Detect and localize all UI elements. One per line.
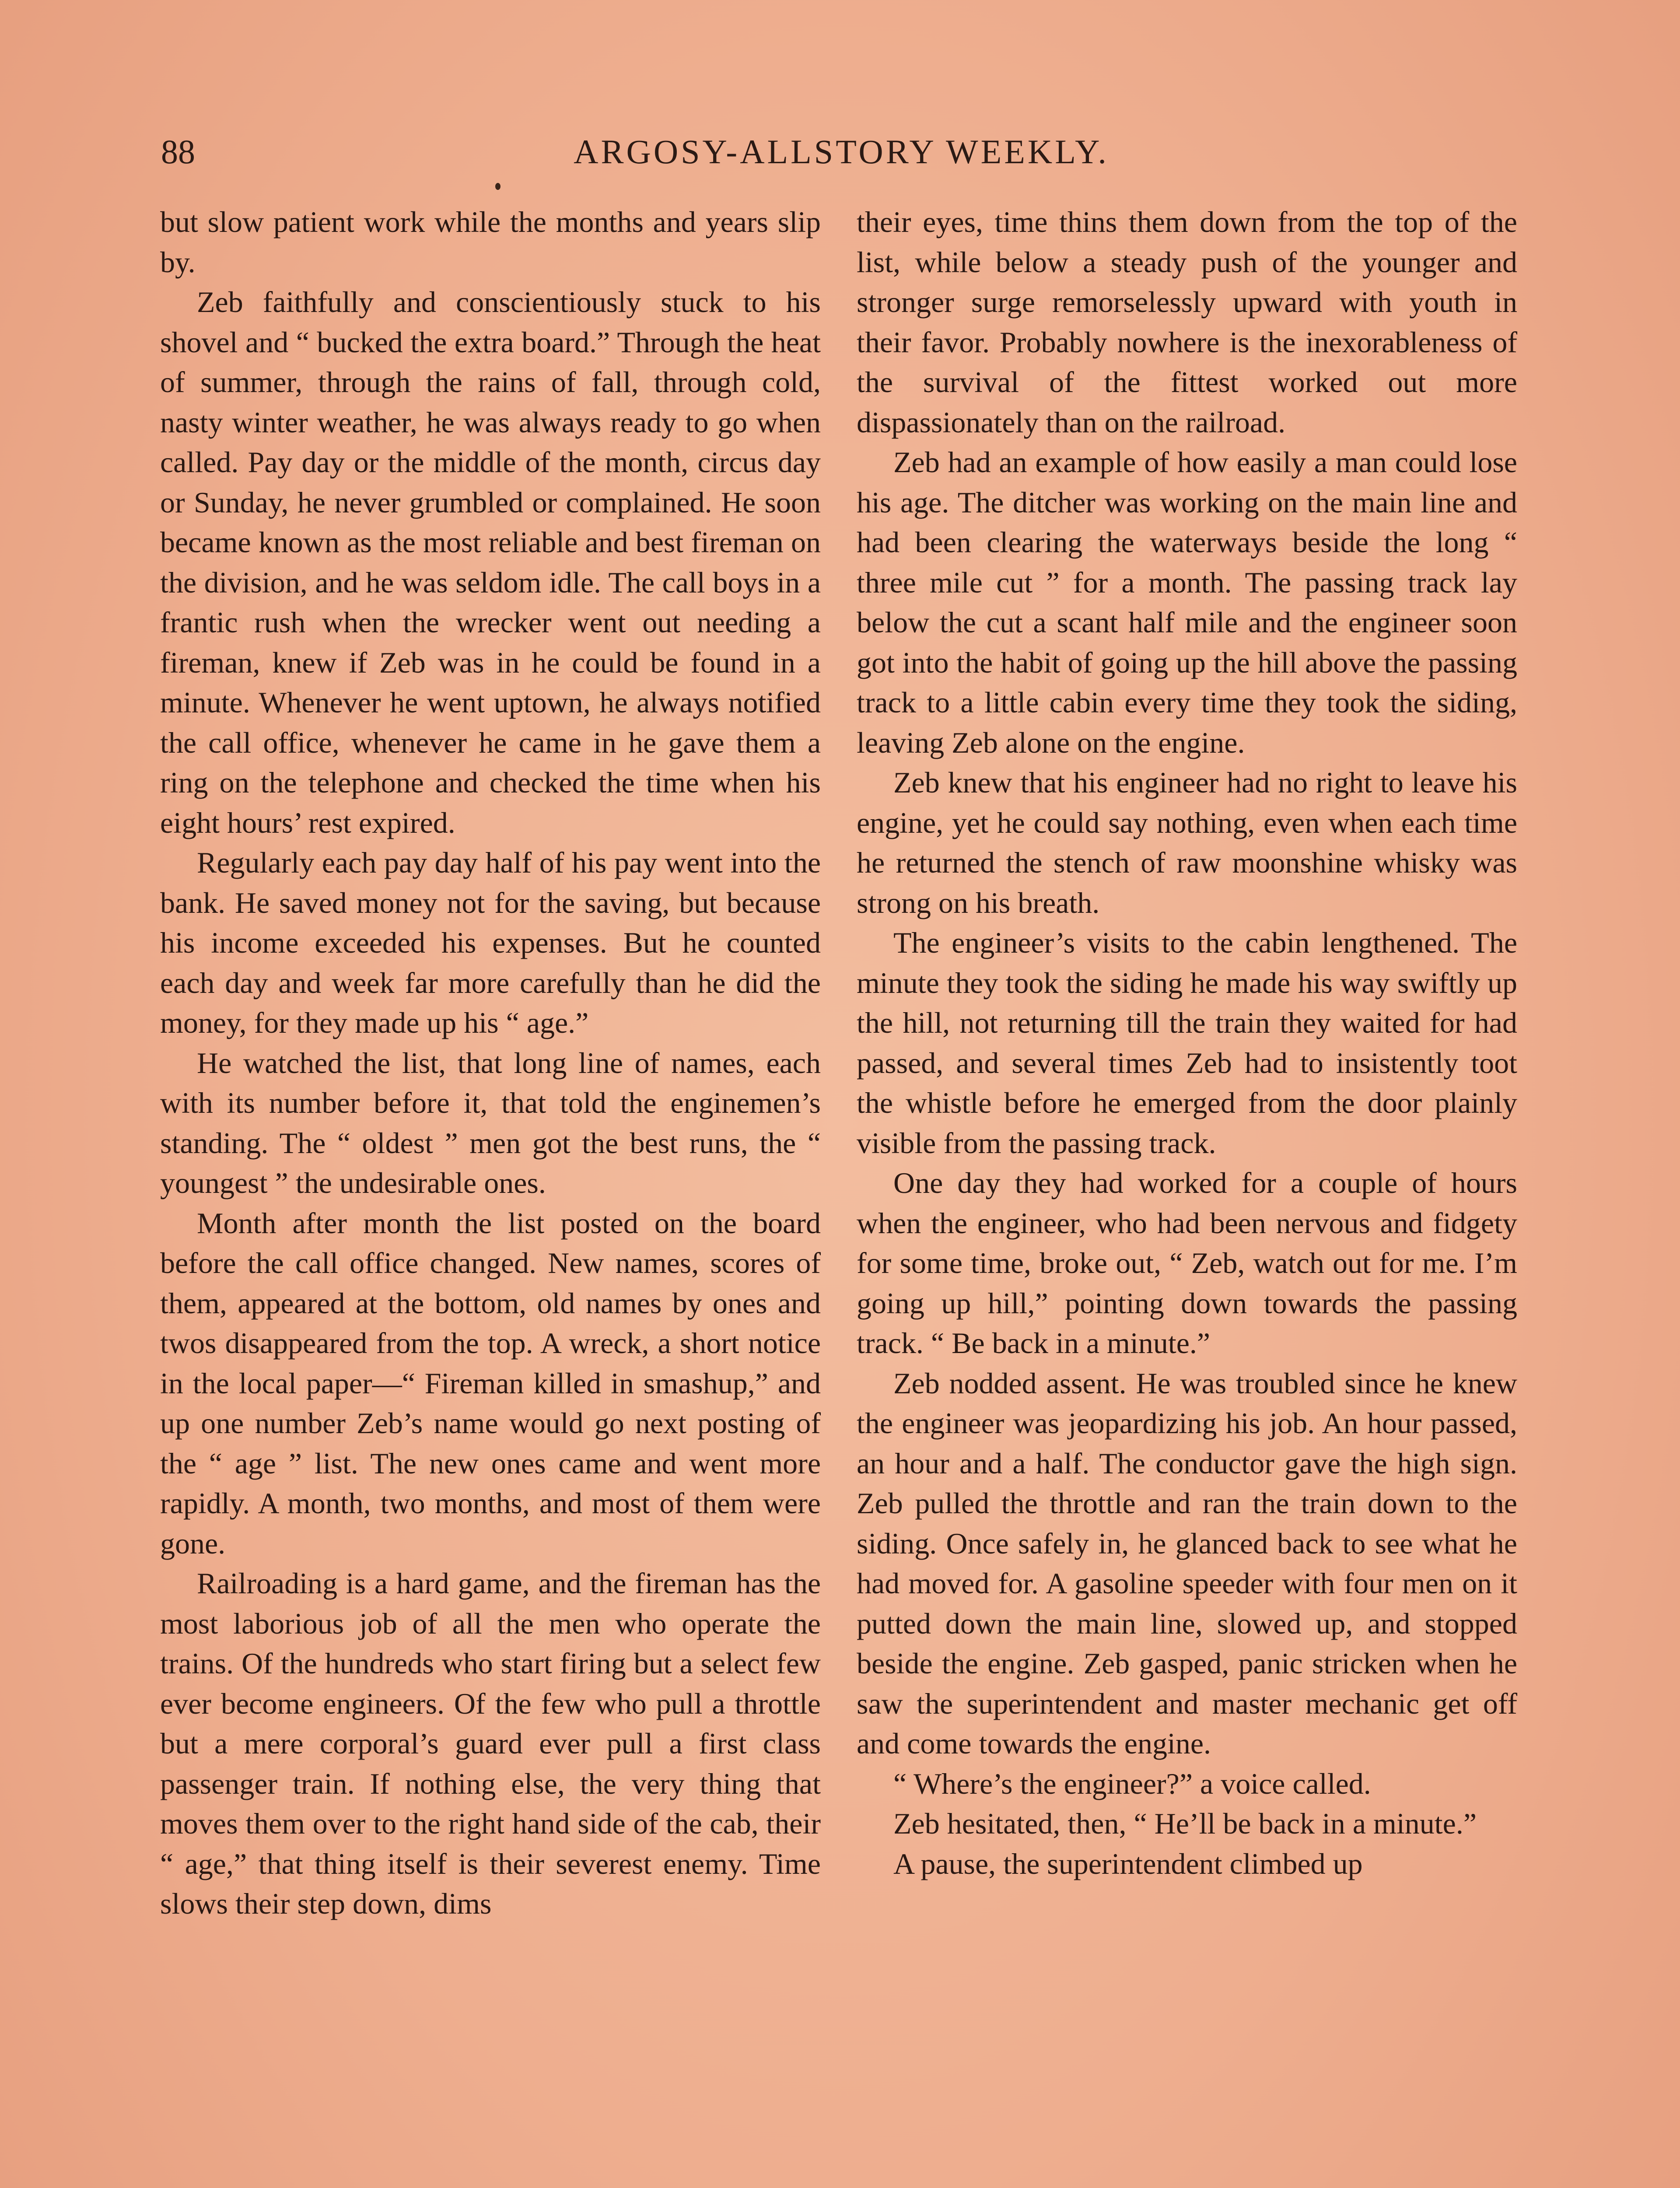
paragraph: Zeb knew that his engineer had no right to leave his engine, yet he could say nothing, even when each time he returned the stench of raw moonshine whisky was strong on his breath. [857,766,1517,919]
text-column-left [160,202,821,1924]
running-title: ARGOSY-ALLSTORY WEEKLY. [574,133,1109,171]
paragraph: Zeb had an example of how easily a man could lose his age. The ditcher was working on the main line and had been clearing the waterways beside the long “ three mile cut ” for a month. The passing track lay below the cut a scant half mile and the engineer soon got into the habit of going up the hill above the passing track to a little cabin every time they took the siding, leaving Zeb alone on the engine. [857,445,1517,759]
paragraph: The engineer’s visits to the cabin lengthened. The minute they took the siding he made his way swiftly up the hill, not returning till the train they waited for had passed, and several times Zeb had to insistently toot the whistle before he emerged from the door plainly visible from the passing track. [857,926,1517,1160]
paragraph: Regularly each pay day half of his pay went into the bank. He saved money not for the saving, but because his income exceeded his expenses. But he counted each day and week far more carefully than he did the money, for they made up his “ age.” [160,846,821,1039]
paragraph: Month after month the list posted on the board before the call office changed. New names, scores of them, appeared at the bottom, old names by ones and twos disappeared from the top. A wreck, a short notice in the local paper—“ Fireman killed in smashup,” and up one number Zeb’s name would go next posting of the “ age ” list. The new ones came and went more rapidly. A month, two months, and most of them were gone. [160,1206,821,1560]
paragraph: One day they had worked for a couple of hours when the engineer, who had been nervous and fidgety for some time, broke out, “ Zeb, watch out for me. I’m going up hill,” pointing down towards the passing track. “ Be back in a minute.” [857,1166,1517,1360]
paragraph: He watched the list, that long line of names, each with its number before it, that told the enginemen’s standing. The “ oldest ” men got the best runs, the “ youngest ” the undesirable ones. [160,1046,821,1199]
text-column-right [857,202,1517,1884]
paragraph: Zeb hesitated, then, “ He’ll be back in a minute.” [893,1807,1477,1840]
paragraph: “ Where’s the engineer?” a voice called. [893,1767,1371,1800]
ink-speck [495,183,500,190]
paragraph: but slow patient work while the months and years slip by. [160,205,821,279]
paragraph: A pause, the superintendent climbed up [893,1847,1363,1880]
page-number: 88 [161,133,195,171]
page-header [161,128,1522,180]
paragraph: Zeb nodded assent. He was troubled since he knew the engineer was jeopardizing his job. An hour passed, an hour and a half. The conductor gave the high sign. Zeb pulled the throttle and ran the train down to the siding. Once safely in, he glanced back to see what he had moved for. A gasoline speeder with four men on it putted down the main line, slowed up, and stopped beside the engine. Zeb gasped, panic stricken when he saw the superintendent and master mechanic get off and come towards the engine. [857,1366,1517,1760]
paragraph: Railroading is a hard game, and the fireman has the most laborious job of all the men who operate the trains. Of the hundreds who start firing but a select few ever become engineers. Of the few who pull a throttle but a mere corporal’s guard ever pull a first class passenger train. If nothing else, the very thing that moves them over to the right hand side of the cab, their “ age,” that thing itself is their severest enemy. Time slows their step down, dims [160,1567,821,1920]
paragraph: Zeb faithfully and conscientiously stuck to his shovel and “ bucked the extra board.” Through the heat of summer, through the rains of fall, through cold, nasty winter weather, he was always ready to go when called. Pay day or the middle of the month, circus day or Sunday, he never grumbled or complained. He soon became known as the most reliable and best fireman on the division, and he was seldom idle. The call boys in a frantic rush when the wrecker went out needing a fireman, knew if Zeb was in he could be found in a minute. Whenever he went uptown, he always notified the call office, whenever he came in he gave them a ring on the telephone and checked the time when his eight hours’ rest expired. [160,285,821,839]
paragraph: their eyes, time thins them down from the top of the list, while below a steady push of the younger and stronger surge remorselessly upward with youth in their favor. Probably nowhere is the inexorableness of the survival of the fittest worked out more dispassionately than on the railroad. [857,205,1517,439]
